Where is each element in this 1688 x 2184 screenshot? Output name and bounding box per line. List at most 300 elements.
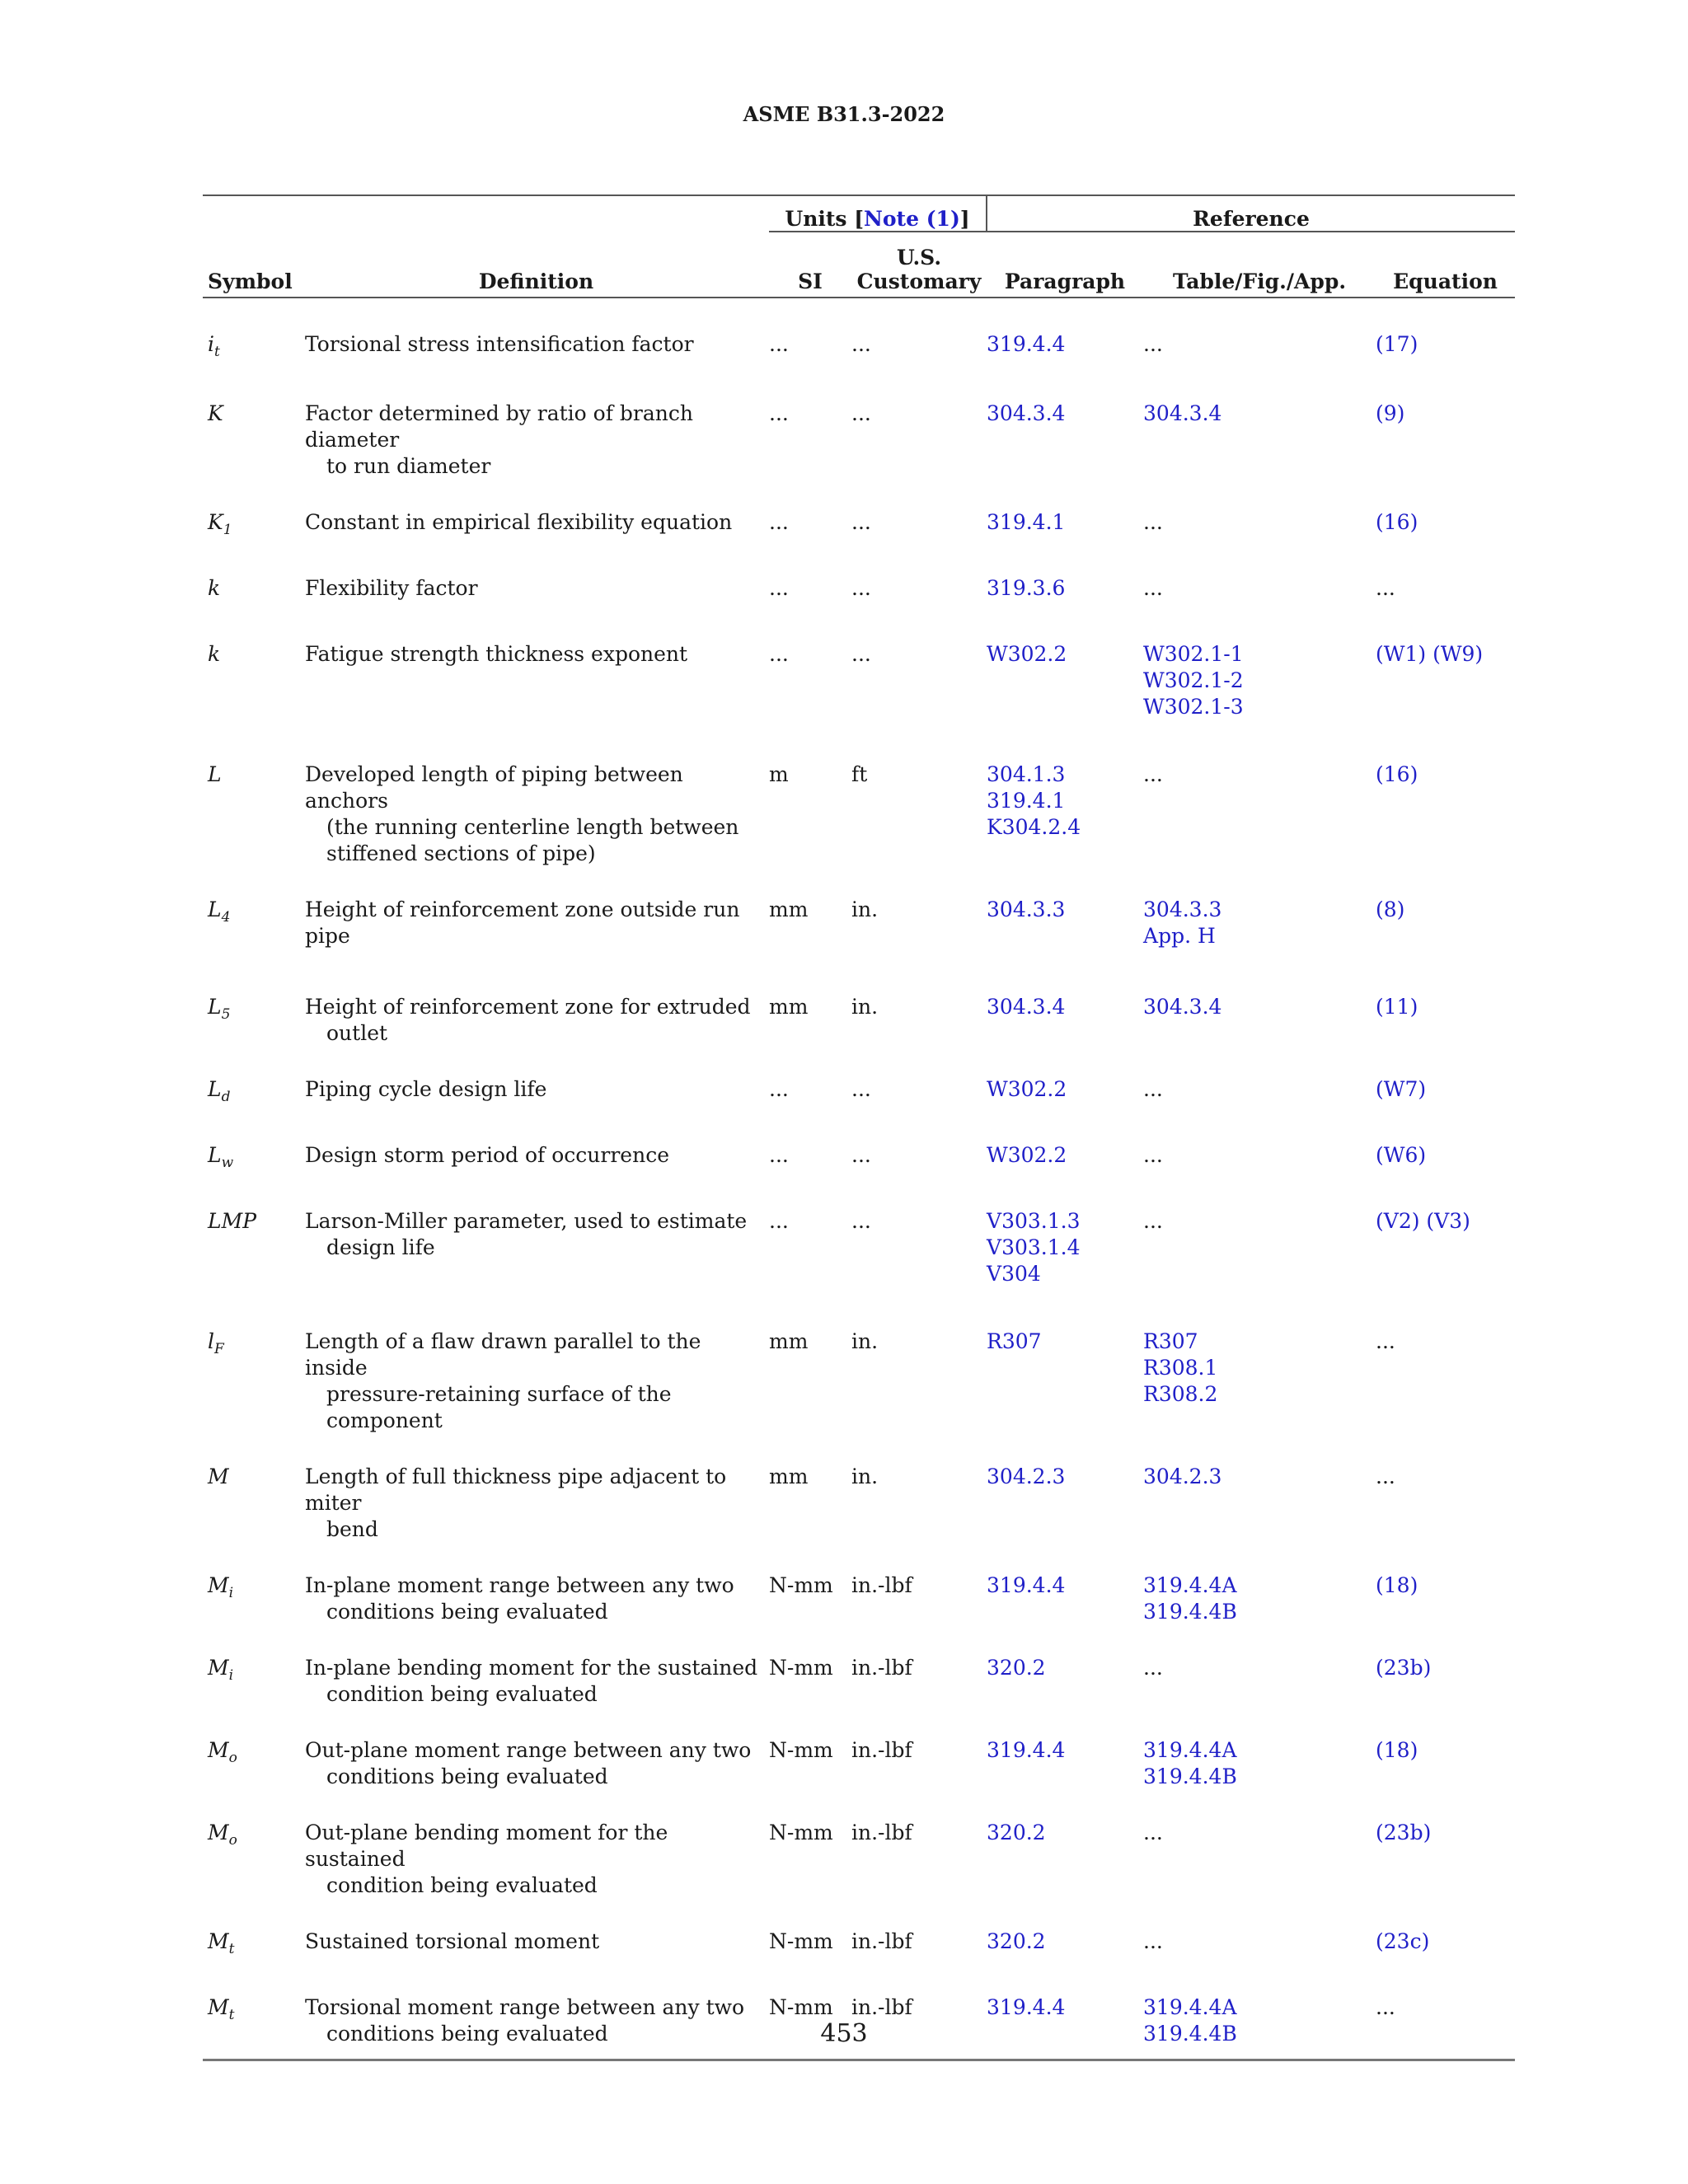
spacer-cell bbox=[203, 1965, 1515, 1994]
symbol-cell bbox=[203, 509, 303, 546]
symbol-text: M bbox=[208, 1573, 229, 1597]
definition-cell bbox=[303, 641, 769, 732]
spacer-cell bbox=[203, 612, 1515, 641]
us-unit-cell: ... bbox=[851, 510, 871, 534]
table-fig-app-cell bbox=[1143, 1464, 1376, 1543]
table-fig-app-empty: ... bbox=[1143, 576, 1163, 600]
equation-link[interactable]: (9) bbox=[1376, 401, 1405, 425]
definition-continuation: conditions being evaluated bbox=[326, 1600, 608, 1624]
spacer-cell bbox=[203, 371, 1515, 401]
definition-line: Sustained torsional moment bbox=[305, 1929, 600, 1953]
definition-line: Fatigue strength thickness exponent bbox=[305, 642, 688, 666]
si-unit-cell: N-mm bbox=[769, 1821, 833, 1844]
equation-heading: Equation bbox=[1393, 269, 1498, 293]
si-unit-cell: N-mm bbox=[769, 1738, 833, 1762]
definition-cell bbox=[303, 401, 769, 480]
table-fig-app-link[interactable]: 319.4.4B bbox=[1143, 1600, 1237, 1624]
definition-cell bbox=[303, 1464, 769, 1543]
row-spacer bbox=[203, 1708, 1515, 1737]
table-fig-app-link[interactable]: 304.3.4 bbox=[1143, 995, 1222, 1019]
paragraph-link[interactable]: K304.2.4 bbox=[987, 815, 1081, 839]
definition-line: Developed length of piping between anchors bbox=[305, 762, 683, 813]
definition-continuation: pressure-retaining surface of the bbox=[326, 1382, 672, 1406]
us-unit-cell: in.-lbf bbox=[851, 1573, 912, 1597]
us-unit-cell: in.-lbf bbox=[851, 1995, 912, 2019]
equation-link[interactable]: (18) bbox=[1376, 1573, 1418, 1597]
symbol-cell bbox=[203, 1329, 303, 1434]
si-unit-cell: ... bbox=[769, 1143, 789, 1167]
table-fig-app-cell bbox=[1143, 994, 1376, 1047]
table-fig-app-link[interactable]: 319.4.4A bbox=[1143, 1573, 1237, 1597]
symbol-text: L bbox=[208, 995, 222, 1019]
spacer-cell bbox=[203, 867, 1515, 897]
symbol-subscript: t bbox=[228, 1941, 235, 1957]
paragraph-cell bbox=[987, 1329, 1143, 1434]
paragraph-cell bbox=[987, 1076, 1143, 1113]
equation-link[interactable]: (23c) bbox=[1376, 1929, 1430, 1953]
definition-cell bbox=[303, 762, 769, 867]
row-spacer bbox=[203, 546, 1515, 575]
row-spacer bbox=[203, 732, 1515, 762]
paragraph-link[interactable]: 304.1.3 bbox=[987, 762, 1066, 786]
definition-line: Factor determined by ratio of branch diameter bbox=[305, 401, 693, 452]
paragraph-link[interactable]: 304.3.3 bbox=[987, 898, 1066, 921]
definition-cell bbox=[303, 1076, 769, 1113]
definition-continuation: (the running centerline length between bbox=[326, 815, 739, 839]
symbol-heading: Symbol bbox=[208, 269, 293, 293]
equation-link[interactable]: (23b) bbox=[1376, 1821, 1432, 1844]
symbol-cell bbox=[203, 1208, 303, 1299]
row-spacer bbox=[203, 1179, 1515, 1208]
table-row bbox=[203, 575, 1515, 612]
symbol-cell bbox=[203, 1737, 303, 1790]
row-spacer bbox=[203, 298, 1515, 331]
definition-line: Height of reinforcement zone for extruded bbox=[305, 995, 751, 1019]
paragraph-link[interactable]: 319.4.4 bbox=[987, 332, 1066, 356]
paragraph-link[interactable]: 304.3.4 bbox=[987, 995, 1066, 1019]
table-fig-app-empty: ... bbox=[1143, 1929, 1163, 1953]
paragraph-cell bbox=[987, 1572, 1143, 1625]
paragraph-link[interactable]: 304.3.4 bbox=[987, 401, 1066, 425]
si-unit-cell: N-mm bbox=[769, 1573, 833, 1597]
table-fig-app-empty: ... bbox=[1143, 1077, 1163, 1101]
row-spacer bbox=[203, 2047, 1515, 2060]
symbol-cell bbox=[203, 1076, 303, 1113]
si-unit-cell: N-mm bbox=[769, 1995, 833, 2019]
table-row bbox=[203, 509, 1515, 546]
paragraph-cell bbox=[987, 641, 1143, 732]
symbol-cell bbox=[203, 994, 303, 1047]
definition-cell bbox=[303, 897, 769, 964]
us-unit-cell: ... bbox=[851, 1077, 871, 1101]
symbol-cell bbox=[203, 1820, 303, 1899]
row-spacer bbox=[203, 1299, 1515, 1329]
symbol-subscript: o bbox=[228, 1832, 237, 1849]
row-spacer bbox=[203, 964, 1515, 994]
paragraph-cell bbox=[987, 509, 1143, 546]
symbol-text: M bbox=[208, 1821, 229, 1844]
us-unit-cell: ft bbox=[851, 762, 868, 786]
table-fig-app-link[interactable]: 304.3.4 bbox=[1143, 401, 1222, 425]
spacer-cell bbox=[203, 1543, 1515, 1572]
paragraph-cell bbox=[987, 762, 1143, 867]
table-fig-app-cell bbox=[1143, 1208, 1376, 1299]
table-row bbox=[203, 762, 1515, 867]
si-unit-cell: N-mm bbox=[769, 1656, 833, 1680]
spacer-cell bbox=[203, 1790, 1515, 1820]
table-row bbox=[203, 1142, 1515, 1179]
spacer-cell bbox=[203, 1434, 1515, 1464]
paragraph-cell bbox=[987, 575, 1143, 612]
definition-continuation: conditions being evaluated bbox=[326, 1765, 608, 1788]
paragraph-link[interactable]: 319.4.4 bbox=[987, 1573, 1066, 1597]
symbol-cell bbox=[203, 641, 303, 732]
paragraph-link[interactable]: V303.1.4 bbox=[987, 1235, 1081, 1259]
us-unit-cell: in.-lbf bbox=[851, 1821, 912, 1844]
equation-link[interactable]: (11) bbox=[1376, 995, 1418, 1019]
si-unit-cell: ... bbox=[769, 510, 789, 534]
row-spacer bbox=[203, 1434, 1515, 1464]
symbol-cell bbox=[203, 897, 303, 964]
definition-cell bbox=[303, 994, 769, 1047]
table-fig-app-cell bbox=[1143, 1572, 1376, 1625]
equation-link[interactable]: (18) bbox=[1376, 1738, 1418, 1762]
equation-link[interactable]: (17) bbox=[1376, 332, 1418, 356]
symbol-subscript: 4 bbox=[221, 909, 231, 926]
symbol-subscript: 5 bbox=[221, 1006, 231, 1023]
paragraph-cell bbox=[987, 331, 1143, 371]
paragraph-cell bbox=[987, 1464, 1143, 1543]
table-row bbox=[203, 1737, 1515, 1790]
row-spacer bbox=[203, 371, 1515, 401]
definition-continuation: condition being evaluated bbox=[326, 1682, 598, 1706]
equation-link[interactable]: (16) bbox=[1376, 510, 1418, 534]
us-unit-cell: ... bbox=[851, 332, 871, 356]
paragraph-cell bbox=[987, 994, 1143, 1047]
spacer-cell bbox=[203, 1625, 1515, 1655]
definition-cell bbox=[303, 1572, 769, 1625]
symbol-text: k bbox=[208, 642, 221, 666]
symbol-subscript: w bbox=[221, 1155, 234, 1171]
symbol-subscript: 1 bbox=[223, 522, 232, 538]
symbol-cell bbox=[203, 1142, 303, 1179]
definition-line: Larson-Miller parameter, used to estimate bbox=[305, 1209, 748, 1233]
us-unit-cell: in.-lbf bbox=[851, 1738, 912, 1762]
row-spacer bbox=[203, 1899, 1515, 1929]
symbol-subscript: t bbox=[214, 344, 220, 360]
note-1-link[interactable]: Note (1) bbox=[864, 207, 960, 231]
table-fig-app-link[interactable]: W302.1-3 bbox=[1143, 695, 1244, 719]
row-spacer bbox=[203, 1113, 1515, 1142]
symbol-cell bbox=[203, 401, 303, 480]
si-unit-cell: mm bbox=[769, 1329, 809, 1353]
table-fig-app-empty: ... bbox=[1143, 762, 1163, 786]
paragraph-link[interactable]: V304 bbox=[987, 1262, 1041, 1286]
spacer-cell bbox=[203, 2047, 1515, 2060]
si-unit-cell: mm bbox=[769, 1465, 809, 1488]
paragraph-cell bbox=[987, 1929, 1143, 1965]
spacer-cell bbox=[203, 964, 1515, 994]
table-fig-app-heading: Table/Fig./App. bbox=[1172, 269, 1347, 293]
definition-line: Out-plane bending moment for the sustained bbox=[305, 1821, 668, 1871]
table-fig-app-cell bbox=[1143, 509, 1376, 546]
spacer-cell bbox=[203, 1708, 1515, 1737]
si-unit-cell: mm bbox=[769, 898, 809, 921]
symbol-subscript: i bbox=[228, 1585, 234, 1601]
table-fig-app-empty: ... bbox=[1143, 1656, 1163, 1680]
us-unit-cell: ... bbox=[851, 642, 871, 666]
row-spacer bbox=[203, 612, 1515, 641]
definition-cell bbox=[303, 1655, 769, 1708]
us-unit-cell: in. bbox=[851, 995, 879, 1019]
table-fig-app-empty: ... bbox=[1143, 332, 1163, 356]
us-unit-cell: ... bbox=[851, 576, 871, 600]
symbol-cell bbox=[203, 1655, 303, 1708]
table-row bbox=[203, 1329, 1515, 1434]
us-customary-heading: U.S. Customary bbox=[856, 246, 982, 293]
symbol-text: M bbox=[208, 1465, 229, 1488]
table-row bbox=[203, 401, 1515, 480]
paragraph-cell bbox=[987, 1737, 1143, 1790]
definition-cell bbox=[303, 331, 769, 371]
row-spacer bbox=[203, 867, 1515, 897]
symbol-subscript: i bbox=[228, 1667, 234, 1684]
paragraph-link[interactable]: 320.2 bbox=[987, 1821, 1046, 1844]
equation-link[interactable]: (8) bbox=[1376, 898, 1405, 921]
nomenclature-table-wrap bbox=[203, 194, 1515, 2061]
table-fig-app-link[interactable]: 319.4.4B bbox=[1143, 2022, 1237, 2046]
si-unit-cell: mm bbox=[769, 995, 809, 1019]
symbol-cell bbox=[203, 331, 303, 371]
table-fig-app-cell bbox=[1143, 331, 1376, 371]
equation-link[interactable]: (W7) bbox=[1376, 1077, 1427, 1101]
table-fig-app-empty: ... bbox=[1143, 1821, 1163, 1844]
symbol-text: L bbox=[208, 898, 222, 921]
definition-line: Length of full thickness pipe adjacent to miter bbox=[305, 1465, 727, 1515]
table-fig-app-link[interactable]: 319.4.4B bbox=[1143, 1765, 1237, 1788]
us-unit-cell: ... bbox=[851, 401, 871, 425]
table-fig-app-link[interactable]: R307 bbox=[1143, 1329, 1198, 1353]
paragraph-cell bbox=[987, 1655, 1143, 1708]
table-fig-app-link[interactable]: R308.1 bbox=[1143, 1356, 1218, 1380]
bottom-rule-cell bbox=[203, 2060, 1515, 2062]
symbol-text: M bbox=[208, 1738, 229, 1762]
table-fig-app-link[interactable]: 319.4.4A bbox=[1143, 1738, 1237, 1762]
symbol-subscript: o bbox=[228, 1750, 237, 1766]
definition-continuation: conditions being evaluated bbox=[326, 2022, 608, 2046]
symbol-text: K bbox=[208, 510, 223, 534]
table-row bbox=[203, 1076, 1515, 1113]
document-header: ASME B31.3-2022 bbox=[743, 102, 945, 126]
us-unit-cell: in. bbox=[851, 898, 879, 921]
table-fig-app-link[interactable]: W302.1-2 bbox=[1143, 668, 1244, 692]
symbol-cell bbox=[203, 1929, 303, 1965]
symbol-text: M bbox=[208, 1929, 229, 1953]
us-unit-cell: in. bbox=[851, 1329, 879, 1353]
paragraph-link[interactable]: 319.4.4 bbox=[987, 1995, 1066, 2019]
table-row bbox=[203, 994, 1515, 1047]
symbol-subscript: d bbox=[221, 1089, 231, 1105]
paragraph-cell bbox=[987, 897, 1143, 964]
table-fig-app-cell bbox=[1143, 641, 1376, 732]
symbol-subscript: F bbox=[214, 1341, 224, 1357]
table-fig-app-link[interactable]: 304.3.3 bbox=[1143, 898, 1222, 921]
table-fig-app-link[interactable]: R308.2 bbox=[1143, 1382, 1218, 1406]
paragraph-cell bbox=[987, 1142, 1143, 1179]
row-spacer bbox=[203, 1965, 1515, 1994]
us-unit-cell: in.-lbf bbox=[851, 1929, 912, 1953]
si-unit-cell: N-mm bbox=[769, 1929, 833, 1953]
page-number: 453 bbox=[820, 2019, 868, 2048]
definition-line: Flexibility factor bbox=[305, 576, 478, 600]
symbol-cell bbox=[203, 762, 303, 867]
symbol-subscript: t bbox=[228, 2007, 235, 2023]
table-row bbox=[203, 641, 1515, 732]
paragraph-link[interactable]: W302.2 bbox=[987, 1143, 1067, 1167]
equation-empty: ... bbox=[1376, 576, 1395, 600]
definition-cell bbox=[303, 1737, 769, 1790]
us-unit-cell: ... bbox=[851, 1143, 871, 1167]
definition-cell bbox=[303, 1142, 769, 1179]
table-fig-app-link[interactable]: 319.4.4A bbox=[1143, 1995, 1237, 2019]
table-row bbox=[203, 1820, 1515, 1899]
spacer-cell bbox=[203, 546, 1515, 575]
definition-continuation: outlet bbox=[326, 1021, 388, 1045]
table-fig-app-empty: ... bbox=[1143, 1143, 1163, 1167]
definition-line: Height of reinforcement zone outside run pipe bbox=[305, 898, 740, 948]
paragraph-heading: Paragraph bbox=[1004, 269, 1126, 293]
table-fig-app-cell bbox=[1143, 1076, 1376, 1113]
definition-cell bbox=[303, 1820, 769, 1899]
row-spacer bbox=[203, 1543, 1515, 1572]
paragraph-link[interactable]: R307 bbox=[987, 1329, 1042, 1353]
equation-link[interactable]: (16) bbox=[1376, 762, 1418, 786]
symbol-text: LMP bbox=[208, 1209, 257, 1233]
table-fig-app-cell bbox=[1143, 1329, 1376, 1434]
si-unit-cell: ... bbox=[769, 642, 789, 666]
table-fig-app-cell bbox=[1143, 1737, 1376, 1790]
symbol-text: M bbox=[208, 1656, 229, 1680]
definition-line: Length of a flaw drawn parallel to the inside bbox=[305, 1329, 701, 1380]
definition-cell bbox=[303, 1929, 769, 1965]
table-fig-app-link[interactable]: App. H bbox=[1143, 924, 1216, 948]
definition-cell bbox=[303, 1329, 769, 1434]
symbol-text: K bbox=[208, 401, 223, 425]
spacer-cell bbox=[203, 298, 1515, 331]
table-row bbox=[203, 1464, 1515, 1543]
spacer-cell bbox=[203, 480, 1515, 509]
table-fig-app-link[interactable]: W302.1-1 bbox=[1143, 642, 1244, 666]
table-fig-app-empty: ... bbox=[1143, 510, 1163, 534]
definition-line: In-plane moment range between any two bbox=[305, 1573, 734, 1597]
symbol-text: l bbox=[208, 1329, 214, 1353]
paragraph-link[interactable]: 320.2 bbox=[987, 1929, 1046, 1953]
definition-cell bbox=[303, 575, 769, 612]
row-spacer bbox=[203, 1790, 1515, 1820]
si-unit-cell: ... bbox=[769, 332, 789, 356]
reference-heading: Reference bbox=[987, 195, 1515, 232]
paragraph-link[interactable]: 319.3.6 bbox=[987, 576, 1066, 600]
paragraph-cell bbox=[987, 401, 1143, 480]
paragraph-cell bbox=[987, 1208, 1143, 1299]
paragraph-link[interactable]: W302.2 bbox=[987, 642, 1067, 666]
table-fig-app-empty: ... bbox=[1143, 1209, 1163, 1233]
us-unit-cell: in. bbox=[851, 1465, 879, 1488]
paragraph-link[interactable]: V303.1.3 bbox=[987, 1209, 1081, 1233]
table-fig-app-cell bbox=[1143, 401, 1376, 480]
si-unit-cell: ... bbox=[769, 1077, 789, 1101]
equation-empty: ... bbox=[1376, 1329, 1395, 1353]
table-fig-app-cell bbox=[1143, 1820, 1376, 1899]
spacer-cell bbox=[203, 1899, 1515, 1929]
paragraph-link[interactable]: 304.2.3 bbox=[987, 1465, 1066, 1488]
table-fig-app-cell bbox=[1143, 575, 1376, 612]
paragraph-link[interactable]: 319.4.4 bbox=[987, 1738, 1066, 1762]
paragraph-link[interactable]: W302.2 bbox=[987, 1077, 1067, 1101]
definition-continuation: bend bbox=[326, 1517, 378, 1541]
symbol-cell bbox=[203, 1464, 303, 1543]
paragraph-link[interactable]: 319.4.1 bbox=[987, 789, 1066, 813]
definition-continuation: component bbox=[326, 1408, 443, 1432]
spacer-cell bbox=[203, 1113, 1515, 1142]
definition-cell bbox=[303, 1208, 769, 1299]
equation-link[interactable]: (W6) bbox=[1376, 1143, 1427, 1167]
table-row bbox=[203, 897, 1515, 964]
spacer-cell bbox=[203, 732, 1515, 762]
bottom-rule bbox=[203, 2060, 1515, 2062]
definition-heading: Definition bbox=[478, 269, 594, 293]
equation-link[interactable]: (V2) (V3) bbox=[1376, 1209, 1470, 1233]
table-row bbox=[203, 331, 1515, 371]
us-unit-cell: in.-lbf bbox=[851, 1656, 912, 1680]
table-row bbox=[203, 1572, 1515, 1625]
table-row bbox=[203, 1208, 1515, 1299]
spacer-cell bbox=[203, 1299, 1515, 1329]
definition-line: In-plane bending moment for the sustained bbox=[305, 1656, 758, 1680]
si-unit-cell: ... bbox=[769, 576, 789, 600]
table-fig-app-cell bbox=[1143, 1655, 1376, 1708]
equation-empty: ... bbox=[1376, 1995, 1395, 2019]
paragraph-link[interactable]: 320.2 bbox=[987, 1656, 1046, 1680]
symbol-text: L bbox=[208, 762, 222, 786]
units-heading: Units [Note (1)] bbox=[769, 195, 987, 232]
row-spacer bbox=[203, 480, 1515, 509]
definition-continuation: stiffened sections of pipe) bbox=[326, 841, 596, 865]
definition-line: Torsional stress intensification factor bbox=[305, 332, 694, 356]
si-unit-cell: m bbox=[769, 762, 789, 786]
table-row bbox=[203, 1929, 1515, 1965]
definition-continuation: condition being evaluated bbox=[326, 1873, 598, 1897]
paragraph-link[interactable]: 319.4.1 bbox=[987, 510, 1066, 534]
row-spacer bbox=[203, 1047, 1515, 1076]
table-row bbox=[203, 1655, 1515, 1708]
equation-link[interactable]: (W1) (W9) bbox=[1376, 642, 1484, 666]
table-fig-app-cell bbox=[1143, 897, 1376, 964]
definition-line: Design storm period of occurrence bbox=[305, 1143, 669, 1167]
si-unit-cell: ... bbox=[769, 401, 789, 425]
definition-line: Out-plane moment range between any two bbox=[305, 1738, 752, 1762]
equation-link[interactable]: (23b) bbox=[1376, 1656, 1432, 1680]
definition-line: Piping cycle design life bbox=[305, 1077, 547, 1101]
nomenclature-table bbox=[203, 194, 1515, 2061]
symbol-text: M bbox=[208, 1995, 229, 2019]
paragraph-cell bbox=[987, 1820, 1143, 1899]
symbol-cell bbox=[203, 1572, 303, 1625]
table-fig-app-link[interactable]: 304.2.3 bbox=[1143, 1465, 1222, 1488]
symbol-text: L bbox=[208, 1077, 222, 1101]
us-unit-cell: ... bbox=[851, 1209, 871, 1233]
table-header bbox=[203, 195, 1515, 298]
